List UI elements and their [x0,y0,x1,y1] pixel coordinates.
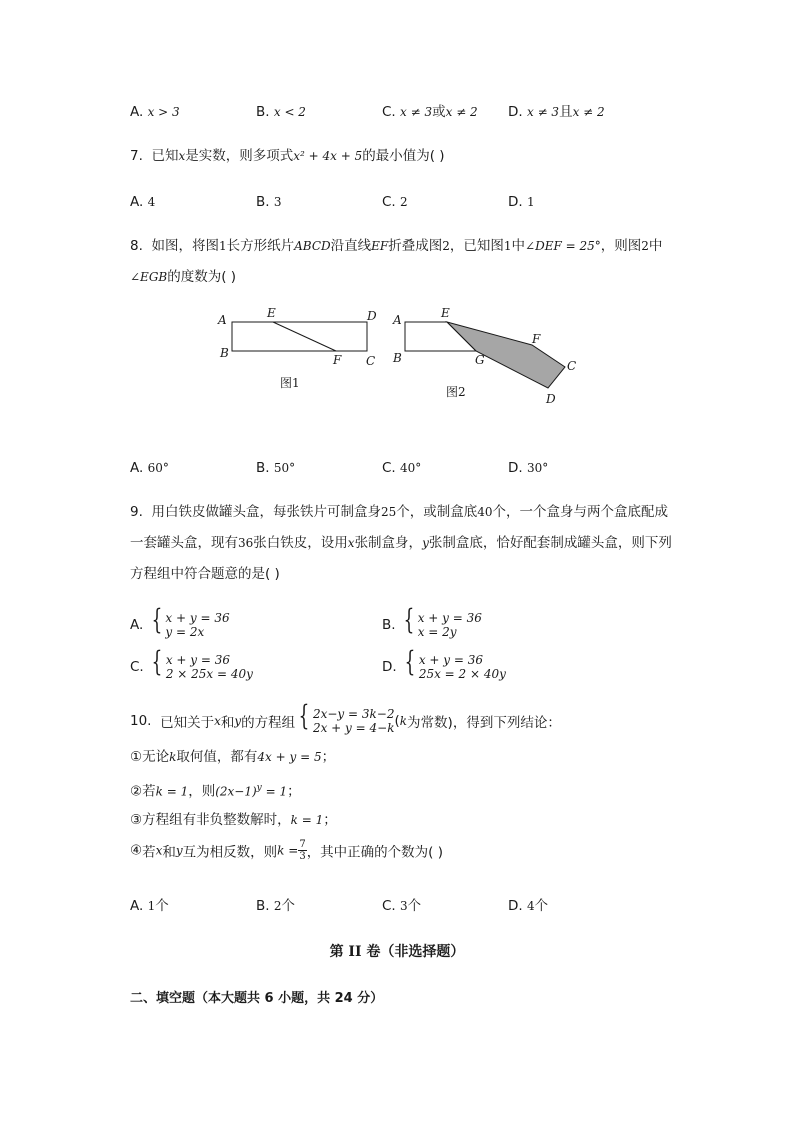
q10-option-a: A. 1个 [130,898,169,914]
fig1-label-d: D [367,309,377,323]
q7-option-a: A. 4 [130,194,156,210]
fig1-label-e: E [267,306,276,320]
q8-option-a: A. 60° [130,460,169,476]
fig1-label-f: F [333,353,342,367]
question-9-stem-line2: 一套罐头盒，现有36张白铁皮，设用x张制盒身，y张制盒底，恰好配套制成罐头盒，则下列 [130,535,672,551]
q8-option-b: B. 50° [256,460,296,476]
fig2-label-f: F [532,332,541,346]
q9-option-b: B. { x + y = 36 x = 2y [382,603,482,639]
q10-conclusion-3: ③方程组有非负整数解时，k = 1； [130,812,337,828]
fig2-label-e: E [441,306,450,320]
question-7-stem: 7. 已知x是实数，则多项式x² + 4x + 5的最小值为( ) [130,148,445,164]
q7-option-c: C. 2 [382,194,408,210]
q7-option-d: D. 1 [508,194,535,210]
question-8-stem-line1: 8. 如图，将图1长方形纸片ABCD沿直线EF折叠成图2，已知图1中∠DEF = 25°，则图2中 [130,238,663,254]
fig1-label-c: C [366,354,376,368]
fig1-label-b: B [220,346,229,360]
q6-option-a: A. x > 3 [130,104,180,120]
q9-option-d: D. { x + y = 36 25x = 2 × 40y [382,645,506,681]
q8-option-c: C. 40° [382,460,422,476]
question-9-stem-line3: 方程组中符合题意的是( ) [130,566,280,582]
fig1-fold-line [273,322,336,351]
q9-option-a: A. { x + y = 36 y = 2x [130,603,230,639]
q7-option-b: B. 3 [256,194,282,210]
question-8-stem-line2: ∠EGB的度数为( ) [130,269,237,285]
q9-option-c: C. { x + y = 36 2 × 25x = 40y [130,645,253,681]
q8-figure [210,300,590,415]
q10-conclusion-4: ④若x和y互为相反数，则k = $\frac{7}{3}$ ，其中正确的个数为( ) [130,839,444,862]
fig2-label-a: A [393,313,402,327]
part-2-heading: 第 II 卷（非选择题） [329,944,465,960]
q8-option-d: D. 30° [508,460,549,476]
q10-option-b: B. 2个 [256,898,295,914]
fig2-folded-flap [447,322,565,388]
q10-conclusion-1: ①无论k取何值，都有4x + y = 5； [130,749,336,765]
q10-option-c: C. 3个 [382,898,422,914]
fig2-label-d: D [546,392,556,406]
fig2-caption: 图2 [446,385,466,399]
fig2-label-b: B [393,351,402,365]
fig1-caption: 图1 [280,376,300,390]
q6-option-c: C. x ≠ 3或x ≠ 2 [382,104,478,120]
fig2-label-c: C [567,359,577,373]
question-10-stem: 10. 已知关于x和y的方程组 { 2x−y = 3k−2 2x + y = 4−k (k为常数)，得到下列结论： [130,699,561,735]
fig2-label-g: G [475,353,485,367]
q10-conclusion-2: ②若k = 1，则$(2x-1)^y = 1$； [130,783,301,800]
q6-option-b: B. x < 2 [256,104,306,120]
q6-option-d: D. x ≠ 3且x ≠ 2 [508,104,605,120]
q10-option-d: D. 4个 [508,898,549,914]
fig1-rectangle [232,322,367,351]
section-2-heading: 二、填空题（本大题共 6 小题，共 24 分） [130,991,384,1006]
fig1-label-a: A [218,313,227,327]
question-9-stem-line1: 9. 用白铁皮做罐头盒，每张铁片可制盒身25个，或制盒底40个，一个盒身与两个盒底配成 [130,504,669,520]
